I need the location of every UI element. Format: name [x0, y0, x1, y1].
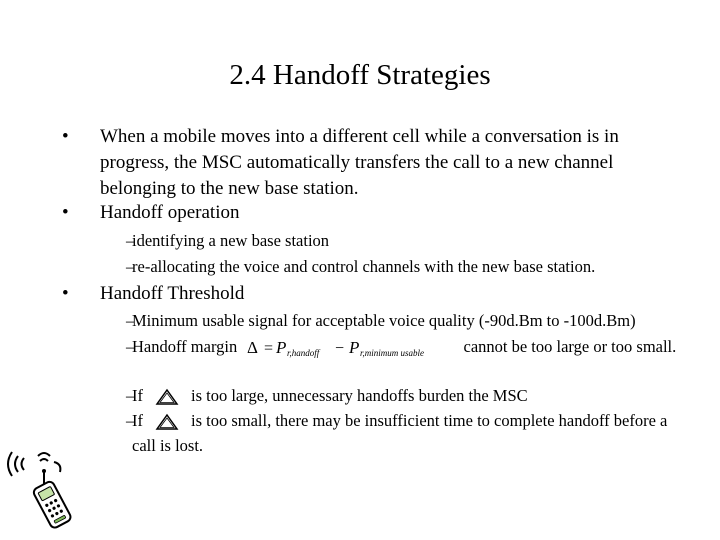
handoff-margin-label: Handoff margin	[132, 337, 238, 356]
sub-bullet-handoff-margin	[126, 335, 686, 360]
sub-bullet-text	[126, 409, 686, 458]
bullet-text: Handoff operation	[100, 202, 240, 223]
sub-bullet-marker: –	[126, 257, 135, 276]
handoff-margin-formula	[245, 338, 455, 358]
delta-icon	[155, 413, 179, 431]
handoff-margin-rest: cannot be too large or too small.	[463, 337, 677, 356]
sub-bullet-delta-too-large	[126, 384, 686, 409]
bullet-text: Handoff Threshold	[100, 283, 245, 304]
sub-bullet-reallocating	[126, 255, 686, 280]
sub-bullet-marker: –	[126, 386, 135, 405]
formula-minus: −	[335, 340, 345, 358]
sub-bullet-marker: –	[126, 411, 135, 430]
sub-bullet-text	[126, 384, 686, 409]
formula-sub2: r,minimum usable	[360, 348, 425, 359]
formula-sub1: r,handoff	[287, 348, 320, 359]
formula-delta: Δ	[247, 338, 259, 358]
sub-bullet-text	[126, 335, 686, 360]
slide-title: 2.4 Handoff Strategies	[229, 59, 491, 91]
mobile-phone-icon	[4, 450, 82, 530]
sub-bullet-minimum-signal	[126, 309, 686, 334]
bullet-marker: •	[62, 202, 69, 223]
sub-bullet-text: Minimum usable signal for acceptable voice quality (-90d.Bm to -100d.Bm)	[132, 311, 636, 330]
bullet-marker: •	[62, 283, 69, 304]
bullet-handoff-operation	[62, 200, 672, 226]
formula-p1: P	[276, 338, 287, 358]
bullet-handoff-threshold	[62, 281, 672, 307]
formula-p2: P	[349, 338, 360, 358]
sub-bullet-marker: –	[126, 337, 135, 356]
sub-bullet-marker: –	[126, 311, 135, 330]
delta-icon	[155, 388, 179, 406]
sub-bullet-identifying	[126, 229, 686, 254]
formula-equals: =	[264, 340, 274, 358]
bullet-text: When a mobile moves into a different cell while a conversation is in progress, the MSC automatically transfers the call to a new channel belonging to the new base station.	[100, 126, 619, 199]
bullet-mobile-moves	[62, 124, 672, 202]
if-label: If	[132, 386, 143, 405]
bullet-marker: •	[62, 126, 69, 147]
sub-bullet-text: re-allocating the voice and control channels with the new base station.	[132, 257, 596, 276]
sub-bullet-marker: –	[126, 231, 135, 250]
sub-bullet-text: identifying a new base station	[132, 231, 330, 250]
delta-too-small-text: is too small, there may be insufficient time to complete handoff before a call is lost.	[132, 411, 668, 455]
delta-too-large-text: is too large, unnecessary handoffs burden the MSC	[191, 386, 528, 405]
sub-bullet-delta-too-small	[126, 409, 686, 458]
if-label: If	[132, 411, 143, 430]
